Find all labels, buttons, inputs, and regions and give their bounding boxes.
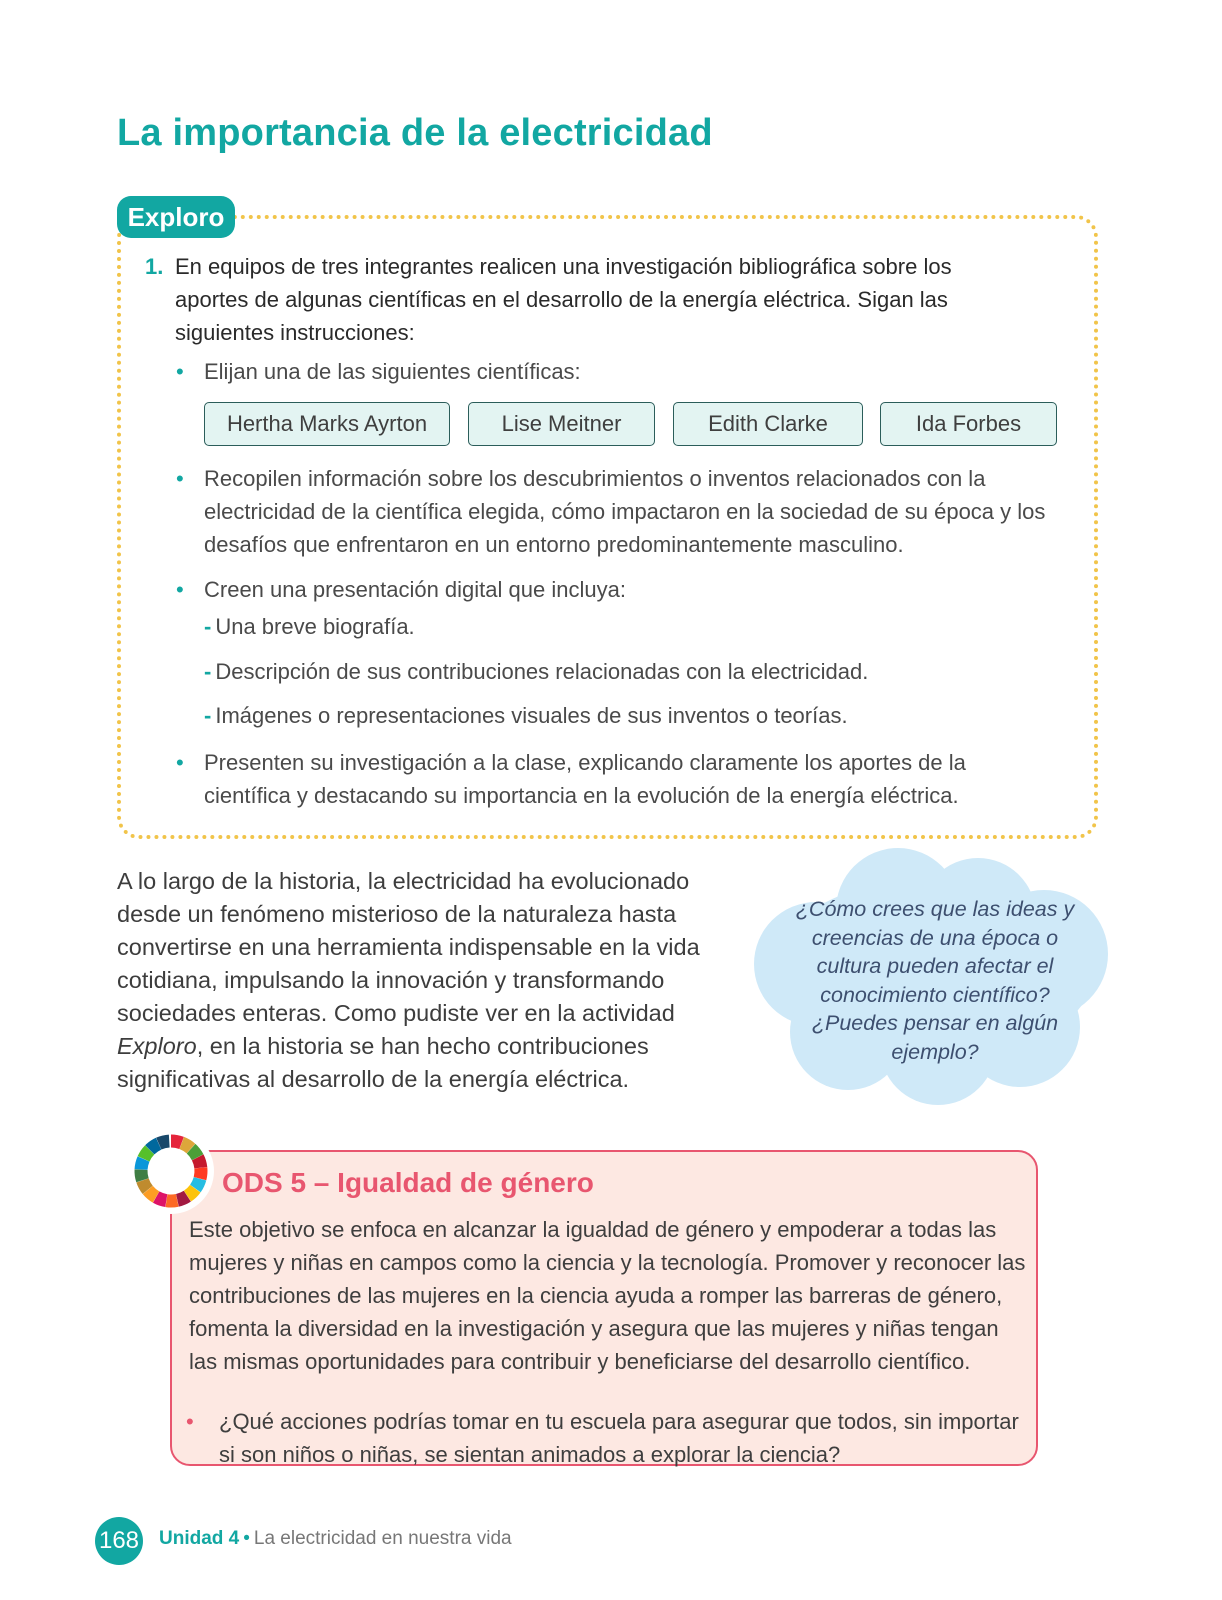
footer-unit-label: Unidad 4 • La electricidad en nuestra vida <box>159 1528 512 1549</box>
dash-icon: - <box>204 703 212 728</box>
list-item: • Presenten su investigación a la clase, explicando claramente los aportes de la científica y destacando su importancia en la evolución de la energía eléctrica. <box>176 746 1058 812</box>
page-title: La importancia de la electricidad <box>117 112 713 154</box>
explore-tab-label: Exploro <box>117 196 235 238</box>
step-instructions: En equipos de tres integrantes realicen una investigación bibliográfica sobre los aportes de algunas científicas en el desarrollo de la energía eléctrica. Sigan las siguientes instrucciones: <box>175 254 952 345</box>
dash-icon: - <box>204 614 212 639</box>
scientist-option-meitner[interactable]: Lise Meitner <box>468 402 655 446</box>
bullet-dot-icon: • <box>176 577 184 602</box>
sub-list-item: - Descripción de sus contribuciones relacionadas con la electricidad. <box>204 659 869 684</box>
page-number-badge: 168 <box>95 1517 143 1565</box>
bullet-dot-icon: • <box>176 466 184 491</box>
bullet-dot-icon: • <box>176 750 184 775</box>
sub-list-item: - Imágenes o representaciones visuales de sus inventos o teorías. <box>204 703 848 728</box>
bullet-dot-icon: • <box>176 359 184 384</box>
scientist-option-forbes[interactable]: Ida Forbes <box>880 402 1057 446</box>
ods-description: Este objetivo se enfoca en alcanzar la igualdad de género y empoderar a todas las mujeres y niñas en campos como la ciencia y la tecnología. Promover y reconocer las contribuciones de las mujeres en la ciencia ayuda a romper las barreras de género, fomenta la diversidad en la investigación y asegura que las mujeres y niñas tengan las mismas oportunidades para contribuir y beneficiarse del desarrollo científico. <box>189 1217 1026 1374</box>
bullet-dot-icon: • <box>186 1409 194 1434</box>
step-number: 1. <box>145 254 164 279</box>
sdg-wheel-icon <box>128 1128 214 1214</box>
dash-icon: - <box>204 659 212 684</box>
sub-list-item: - Una breve biografía. <box>204 614 415 639</box>
list-item: • Creen una presentación digital que incluya: <box>176 573 1058 606</box>
activity-step <box>145 250 1025 349</box>
cloud-question: ¿Cómo crees que las ideas y creencias de una época o cultura pueden afectar el conocimiento científico? ¿Puedes pensar en algún ejemplo? <box>795 897 1075 1064</box>
intro-italic-term: Exploro <box>117 1033 197 1059</box>
ods-title: ODS 5 – Igualdad de género <box>222 1167 594 1198</box>
scientist-option-clarke[interactable]: Edith Clarke <box>673 402 863 446</box>
intro-paragraph: A lo largo de la historia, la electricidad ha evolucionado desde un fenómeno misterioso de la naturaleza hasta convertirse en una herramienta indispensable en la vida cotidiana, impulsando la innovación y transformando sociedades enteras. Como pudiste ver en la actividad Exploro, en la historia se han hecho contribuciones significativas al desarrollo de la energía eléctrica. <box>117 868 700 1092</box>
ods-question-item: • ¿Qué acciones podrías tomar en tu escuela para asegurar que todos, sin importar si son niños o niñas, se sientan animados a explorar la ciencia? <box>186 1405 1026 1471</box>
list-item: • Elijan una de las siguientes científicas: <box>176 355 1058 388</box>
scientist-option-ayrton[interactable]: Hertha Marks Ayrton <box>204 402 450 446</box>
list-item: • Recopilen información sobre los descubrimientos o inventos relacionados con la electricidad de la científica elegida, cómo impactaron en la sociedad de su época y los desafíos que enfrentaron en un entorno predominantemente masculino. <box>176 462 1058 561</box>
